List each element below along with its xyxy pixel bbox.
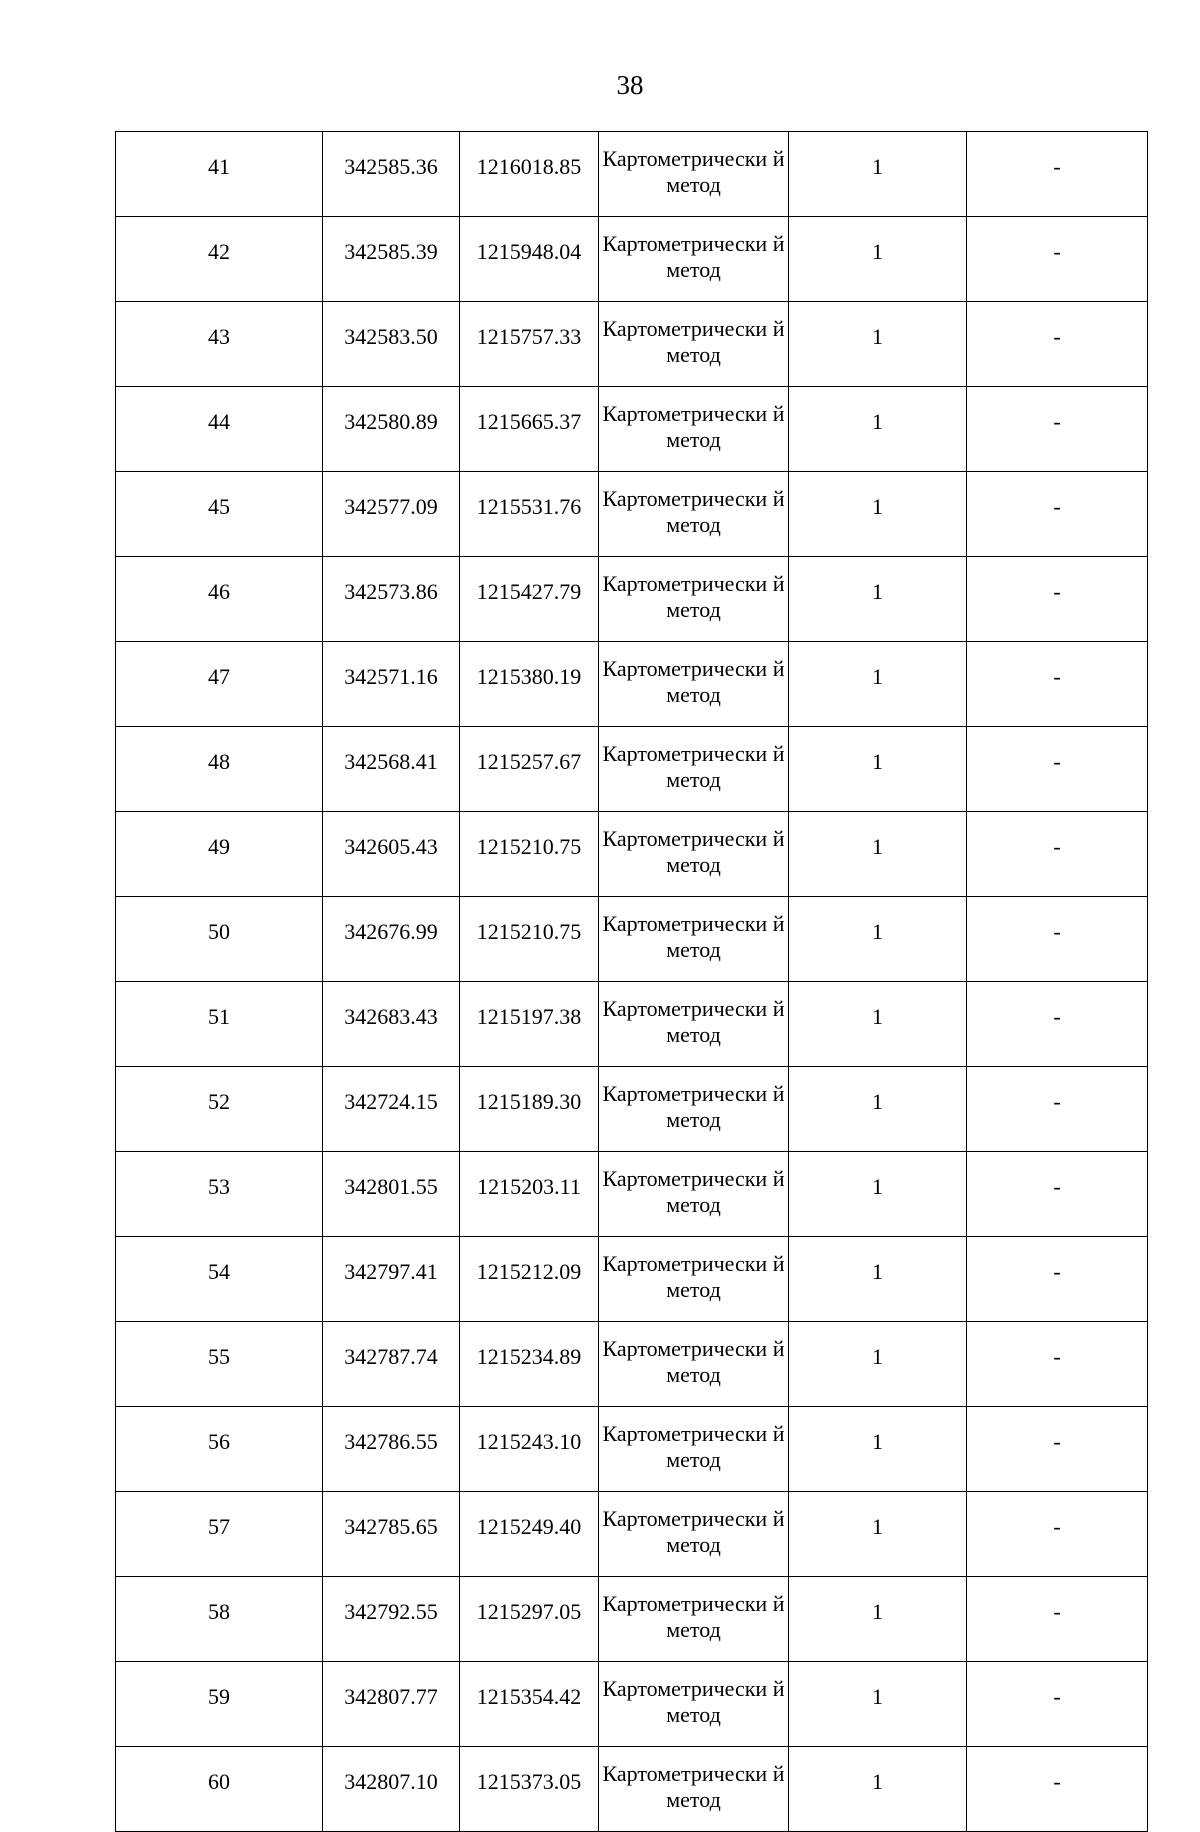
point-number-cell: 53 bbox=[116, 1152, 323, 1237]
accuracy-cell: 1 bbox=[789, 897, 967, 982]
description-cell: - bbox=[967, 1067, 1148, 1152]
y-coordinate-cell: 1215189.30 bbox=[460, 1067, 599, 1152]
table-row bbox=[116, 557, 1148, 642]
accuracy-cell: 1 bbox=[789, 1322, 967, 1407]
x-coordinate-cell: 342583.50 bbox=[323, 302, 460, 387]
point-number-cell: 56 bbox=[116, 1407, 323, 1492]
method-cell: Картометрически й метод bbox=[599, 1747, 789, 1832]
point-number-cell: 60 bbox=[116, 1747, 323, 1832]
x-coordinate-cell: 342577.09 bbox=[323, 472, 460, 557]
y-coordinate-cell: 1215380.19 bbox=[460, 642, 599, 727]
method-cell: Картометрически й метод bbox=[599, 302, 789, 387]
point-number-cell: 44 bbox=[116, 387, 323, 472]
coordinates-table-body bbox=[116, 132, 1148, 1832]
table-row bbox=[116, 1662, 1148, 1747]
method-cell: Картометрически й метод bbox=[599, 1152, 789, 1237]
x-coordinate-cell: 342605.43 bbox=[323, 812, 460, 897]
table-row bbox=[116, 1407, 1148, 1492]
description-cell: - bbox=[967, 727, 1148, 812]
description-cell: - bbox=[967, 1747, 1148, 1832]
table-row bbox=[116, 982, 1148, 1067]
x-coordinate-cell: 342724.15 bbox=[323, 1067, 460, 1152]
table-row bbox=[116, 472, 1148, 557]
point-number-cell: 48 bbox=[116, 727, 323, 812]
x-coordinate-cell: 342807.77 bbox=[323, 1662, 460, 1747]
method-cell: Картометрически й метод bbox=[599, 472, 789, 557]
accuracy-cell: 1 bbox=[789, 132, 967, 217]
y-coordinate-cell: 1215297.05 bbox=[460, 1577, 599, 1662]
point-number-cell: 57 bbox=[116, 1492, 323, 1577]
point-number-cell: 45 bbox=[116, 472, 323, 557]
point-number-cell: 55 bbox=[116, 1322, 323, 1407]
point-number-cell: 49 bbox=[116, 812, 323, 897]
method-cell: Картометрически й метод bbox=[599, 217, 789, 302]
x-coordinate-cell: 342785.65 bbox=[323, 1492, 460, 1577]
accuracy-cell: 1 bbox=[789, 1492, 967, 1577]
description-cell: - bbox=[967, 557, 1148, 642]
table-row bbox=[116, 1322, 1148, 1407]
method-cell: Картометрически й метод bbox=[599, 557, 789, 642]
x-coordinate-cell: 342585.39 bbox=[323, 217, 460, 302]
accuracy-cell: 1 bbox=[789, 1662, 967, 1747]
point-number-cell: 54 bbox=[116, 1237, 323, 1322]
x-coordinate-cell: 342792.55 bbox=[323, 1577, 460, 1662]
table-row bbox=[116, 1747, 1148, 1832]
y-coordinate-cell: 1215197.38 bbox=[460, 982, 599, 1067]
y-coordinate-cell: 1215373.05 bbox=[460, 1747, 599, 1832]
table-row bbox=[116, 387, 1148, 472]
x-coordinate-cell: 342573.86 bbox=[323, 557, 460, 642]
point-number-cell: 51 bbox=[116, 982, 323, 1067]
y-coordinate-cell: 1215249.40 bbox=[460, 1492, 599, 1577]
page-number: 38 bbox=[616, 70, 644, 100]
description-cell: - bbox=[967, 1322, 1148, 1407]
method-cell: Картометрически й метод bbox=[599, 1492, 789, 1577]
point-number-cell: 59 bbox=[116, 1662, 323, 1747]
x-coordinate-cell: 342571.16 bbox=[323, 642, 460, 727]
method-cell: Картометрически й метод bbox=[599, 727, 789, 812]
point-number-cell: 50 bbox=[116, 897, 323, 982]
table-row bbox=[116, 1577, 1148, 1662]
description-cell: - bbox=[967, 642, 1148, 727]
point-number-cell: 46 bbox=[116, 557, 323, 642]
description-cell: - bbox=[967, 1237, 1148, 1322]
y-coordinate-cell: 1215354.42 bbox=[460, 1662, 599, 1747]
accuracy-cell: 1 bbox=[789, 1407, 967, 1492]
y-coordinate-cell: 1215531.76 bbox=[460, 472, 599, 557]
point-number-cell: 47 bbox=[116, 642, 323, 727]
accuracy-cell: 1 bbox=[789, 982, 967, 1067]
point-number-cell: 42 bbox=[116, 217, 323, 302]
x-coordinate-cell: 342580.89 bbox=[323, 387, 460, 472]
y-coordinate-cell: 1215243.10 bbox=[460, 1407, 599, 1492]
y-coordinate-cell: 1215948.04 bbox=[460, 217, 599, 302]
method-cell: Картометрически й метод bbox=[599, 1662, 789, 1747]
y-coordinate-cell: 1215257.67 bbox=[460, 727, 599, 812]
description-cell: - bbox=[967, 1662, 1148, 1747]
y-coordinate-cell: 1215234.89 bbox=[460, 1322, 599, 1407]
table-row bbox=[116, 217, 1148, 302]
table-row bbox=[116, 132, 1148, 217]
method-cell: Картометрически й метод bbox=[599, 812, 789, 897]
point-number-cell: 43 bbox=[116, 302, 323, 387]
method-cell: Картометрически й метод bbox=[599, 642, 789, 727]
table-row bbox=[116, 1152, 1148, 1237]
table-row bbox=[116, 897, 1148, 982]
method-cell: Картометрически й метод bbox=[599, 132, 789, 217]
description-cell: - bbox=[967, 1152, 1148, 1237]
method-cell: Картометрически й метод bbox=[599, 387, 789, 472]
y-coordinate-cell: 1216018.85 bbox=[460, 132, 599, 217]
y-coordinate-cell: 1215210.75 bbox=[460, 897, 599, 982]
description-cell: - bbox=[967, 217, 1148, 302]
table-row bbox=[116, 1237, 1148, 1322]
y-coordinate-cell: 1215757.33 bbox=[460, 302, 599, 387]
y-coordinate-cell: 1215210.75 bbox=[460, 812, 599, 897]
table-row bbox=[116, 1492, 1148, 1577]
description-cell: - bbox=[967, 982, 1148, 1067]
x-coordinate-cell: 342786.55 bbox=[323, 1407, 460, 1492]
x-coordinate-cell: 342676.99 bbox=[323, 897, 460, 982]
accuracy-cell: 1 bbox=[789, 1237, 967, 1322]
accuracy-cell: 1 bbox=[789, 1577, 967, 1662]
description-cell: - bbox=[967, 1407, 1148, 1492]
x-coordinate-cell: 342787.74 bbox=[323, 1322, 460, 1407]
y-coordinate-cell: 1215665.37 bbox=[460, 387, 599, 472]
point-number-cell: 52 bbox=[116, 1067, 323, 1152]
accuracy-cell: 1 bbox=[789, 812, 967, 897]
table-row bbox=[116, 812, 1148, 897]
method-cell: Картометрически й метод bbox=[599, 1237, 789, 1322]
table-row bbox=[116, 642, 1148, 727]
table-row bbox=[116, 302, 1148, 387]
method-cell: Картометрически й метод bbox=[599, 1407, 789, 1492]
method-cell: Картометрически й метод bbox=[599, 1322, 789, 1407]
y-coordinate-cell: 1215427.79 bbox=[460, 557, 599, 642]
method-cell: Картометрически й метод bbox=[599, 1577, 789, 1662]
x-coordinate-cell: 342797.41 bbox=[323, 1237, 460, 1322]
x-coordinate-cell: 342683.43 bbox=[323, 982, 460, 1067]
description-cell: - bbox=[967, 1492, 1148, 1577]
accuracy-cell: 1 bbox=[789, 387, 967, 472]
method-cell: Картометрически й метод bbox=[599, 897, 789, 982]
description-cell: - bbox=[967, 812, 1148, 897]
y-coordinate-cell: 1215203.11 bbox=[460, 1152, 599, 1237]
accuracy-cell: 1 bbox=[789, 557, 967, 642]
x-coordinate-cell: 342568.41 bbox=[323, 727, 460, 812]
accuracy-cell: 1 bbox=[789, 642, 967, 727]
accuracy-cell: 1 bbox=[789, 727, 967, 812]
accuracy-cell: 1 bbox=[789, 302, 967, 387]
description-cell: - bbox=[967, 897, 1148, 982]
point-number-cell: 41 bbox=[116, 132, 323, 217]
accuracy-cell: 1 bbox=[789, 217, 967, 302]
accuracy-cell: 1 bbox=[789, 1152, 967, 1237]
accuracy-cell: 1 bbox=[789, 472, 967, 557]
table-row bbox=[116, 1067, 1148, 1152]
x-coordinate-cell: 342807.10 bbox=[323, 1747, 460, 1832]
x-coordinate-cell: 342801.55 bbox=[323, 1152, 460, 1237]
description-cell: - bbox=[967, 132, 1148, 217]
description-cell: - bbox=[967, 302, 1148, 387]
method-cell: Картометрически й метод bbox=[599, 982, 789, 1067]
y-coordinate-cell: 1215212.09 bbox=[460, 1237, 599, 1322]
method-cell: Картометрически й метод bbox=[599, 1067, 789, 1152]
accuracy-cell: 1 bbox=[789, 1067, 967, 1152]
table-row bbox=[116, 727, 1148, 812]
description-cell: - bbox=[967, 1577, 1148, 1662]
accuracy-cell: 1 bbox=[789, 1747, 967, 1832]
coordinates-table bbox=[115, 131, 1148, 1832]
x-coordinate-cell: 342585.36 bbox=[323, 132, 460, 217]
description-cell: - bbox=[967, 387, 1148, 472]
description-cell: - bbox=[967, 472, 1148, 557]
point-number-cell: 58 bbox=[116, 1577, 323, 1662]
